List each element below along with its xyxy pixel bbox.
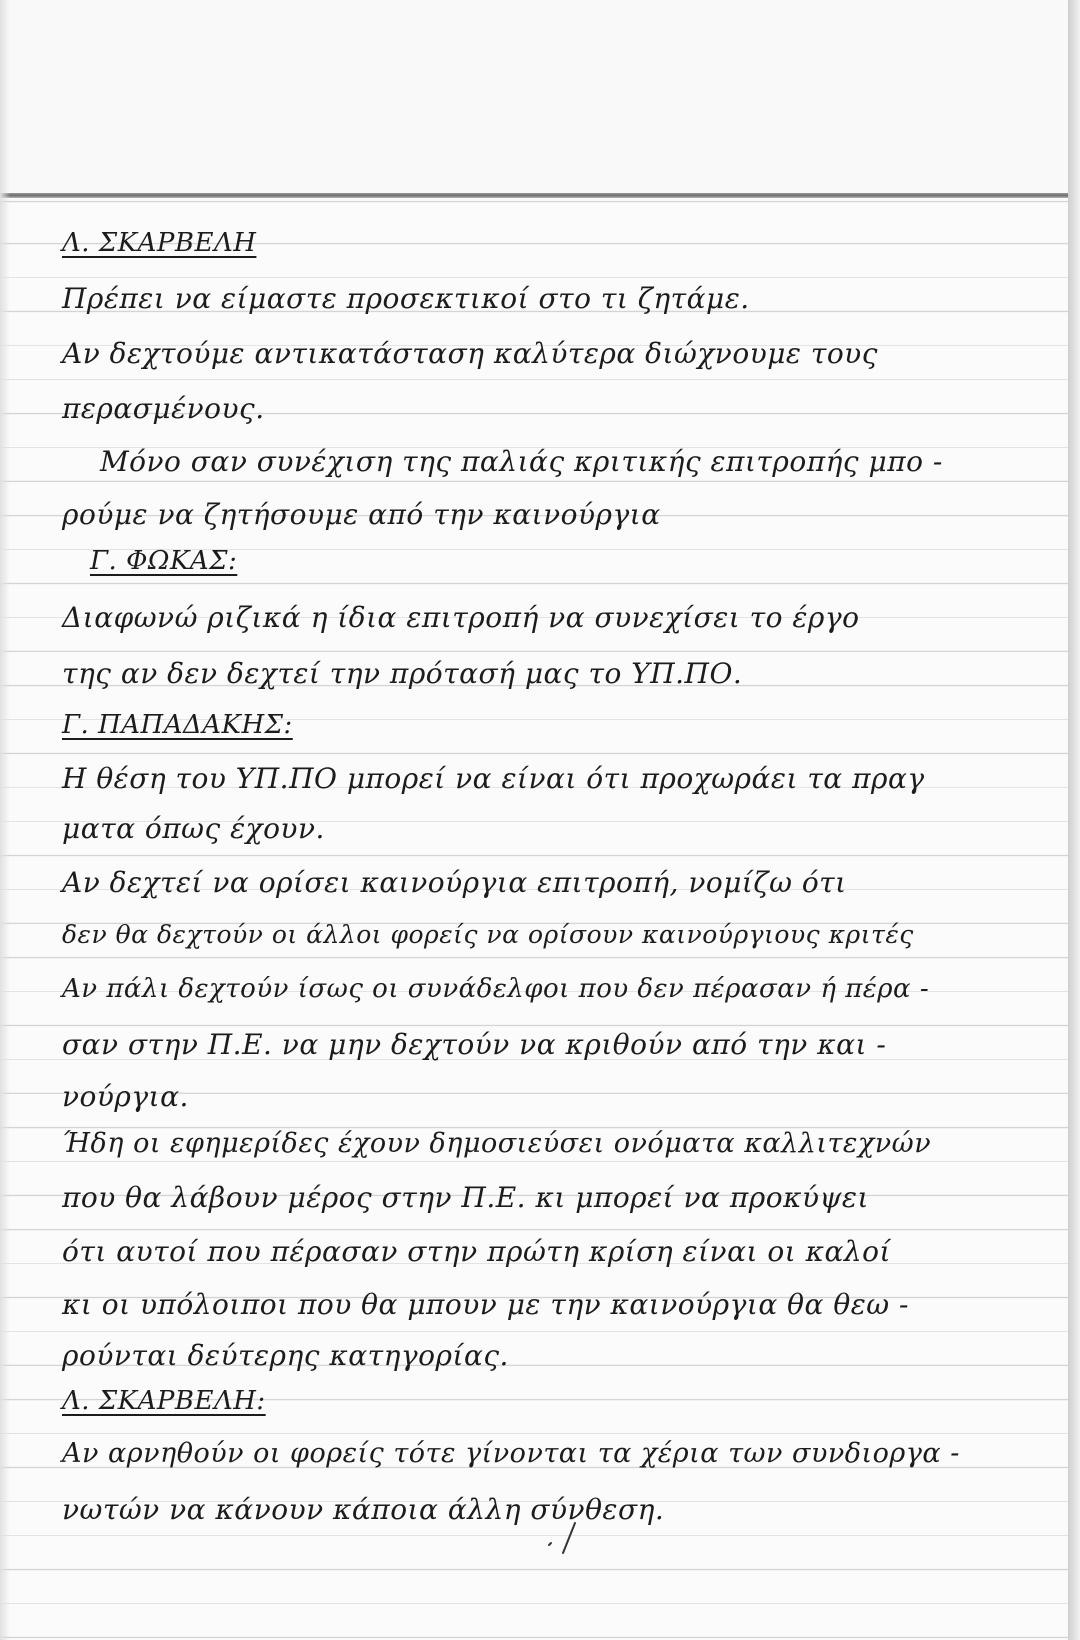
handwritten-line: Διαφωνώ ριζικά η ίδια επιτροπή να συνεχίσει το έργο bbox=[62, 601, 860, 634]
page-top-margin bbox=[0, 0, 1068, 197]
handwritten-line: περασμένους. bbox=[62, 392, 265, 425]
handwritten-line: Αν δεχτεί να ορίσει καινούργια επιτροπή, νομίζω ότι bbox=[62, 866, 847, 899]
page-edge-shadow bbox=[1068, 0, 1080, 1640]
handwritten-line: ματα όπως έχουν. bbox=[62, 812, 325, 845]
handwritten-line: Αν πάλι δεχτούν ίσως οι συνάδελφοι που δεν πέρασαν ή πέρα - bbox=[62, 974, 930, 1004]
speaker-name: Γ. ΦΩΚΑΣ: bbox=[90, 546, 238, 576]
handwritten-line: ρούνται δεύτερης κατηγορίας. bbox=[62, 1339, 509, 1372]
handwritten-line: Πρέπει να είμαστε προσεκτικοί στο τι ζητάμε. bbox=[62, 282, 750, 315]
handwritten-line: ότι αυτοί που πέρασαν στην πρώτη κρίση είναι οι καλοί bbox=[62, 1235, 891, 1268]
handwritten-line: Ήδη οι εφημερίδες έχουν δημοσιεύσει ονόματα καλλιτεχνών bbox=[62, 1128, 932, 1159]
handwritten-line: Μόνο σαν συνέχιση της παλιάς κριτικής επιτροπής μπο - bbox=[100, 445, 943, 478]
header-rule bbox=[0, 193, 1068, 198]
speaker-name: Γ. ΠΑΠΑΔΑΚΗΣ: bbox=[62, 710, 293, 740]
handwritten-line: ρούμε να ζητήσουμε από την καινούργια bbox=[62, 498, 661, 531]
pen-stroke-mark bbox=[545, 1515, 605, 1555]
speaker-name: Λ. ΣΚΑΡΒΕΛΗ bbox=[62, 228, 257, 258]
handwritten-line: δεν θα δεχτούν οι άλλοι φορείς να ορίσουν καινούργιους κριτές bbox=[62, 920, 914, 949]
handwritten-line: νούργια. bbox=[62, 1080, 189, 1113]
handwritten-line: κι οι υπόλοιποι που θα μπουν με την καινούργια θα θεω - bbox=[62, 1288, 909, 1321]
handwritten-line: που θα λάβουν μέρος στην Π.Ε. κι μπορεί να προκύψει bbox=[62, 1181, 869, 1214]
handwritten-line: νωτών να κάνουν κάποια άλλη σύνθεση. bbox=[62, 1493, 665, 1526]
page-left-shadow bbox=[0, 0, 10, 1640]
speaker-name: Λ. ΣΚΑΡΒΕΛΗ: bbox=[62, 1386, 266, 1416]
handwritten-line: Η θέση του ΥΠ.ΠΟ μπορεί να είναι ότι προχωράει τα πραγ bbox=[62, 762, 925, 795]
handwritten-line: Αν αρνηθούν οι φορείς τότε γίνονται τα χέρια των συνδιοργα - bbox=[62, 1438, 960, 1469]
handwritten-line: Αν δεχτούμε αντικατάσταση καλύτερα διώχνουμε τους bbox=[62, 337, 878, 370]
handwritten-line: της αν δεν δεχτεί την πρότασή μας το ΥΠ.ΠΟ. bbox=[62, 657, 743, 690]
handwritten-line: σαν στην Π.Ε. να μην δεχτούν να κριθούν από την και - bbox=[62, 1028, 887, 1061]
